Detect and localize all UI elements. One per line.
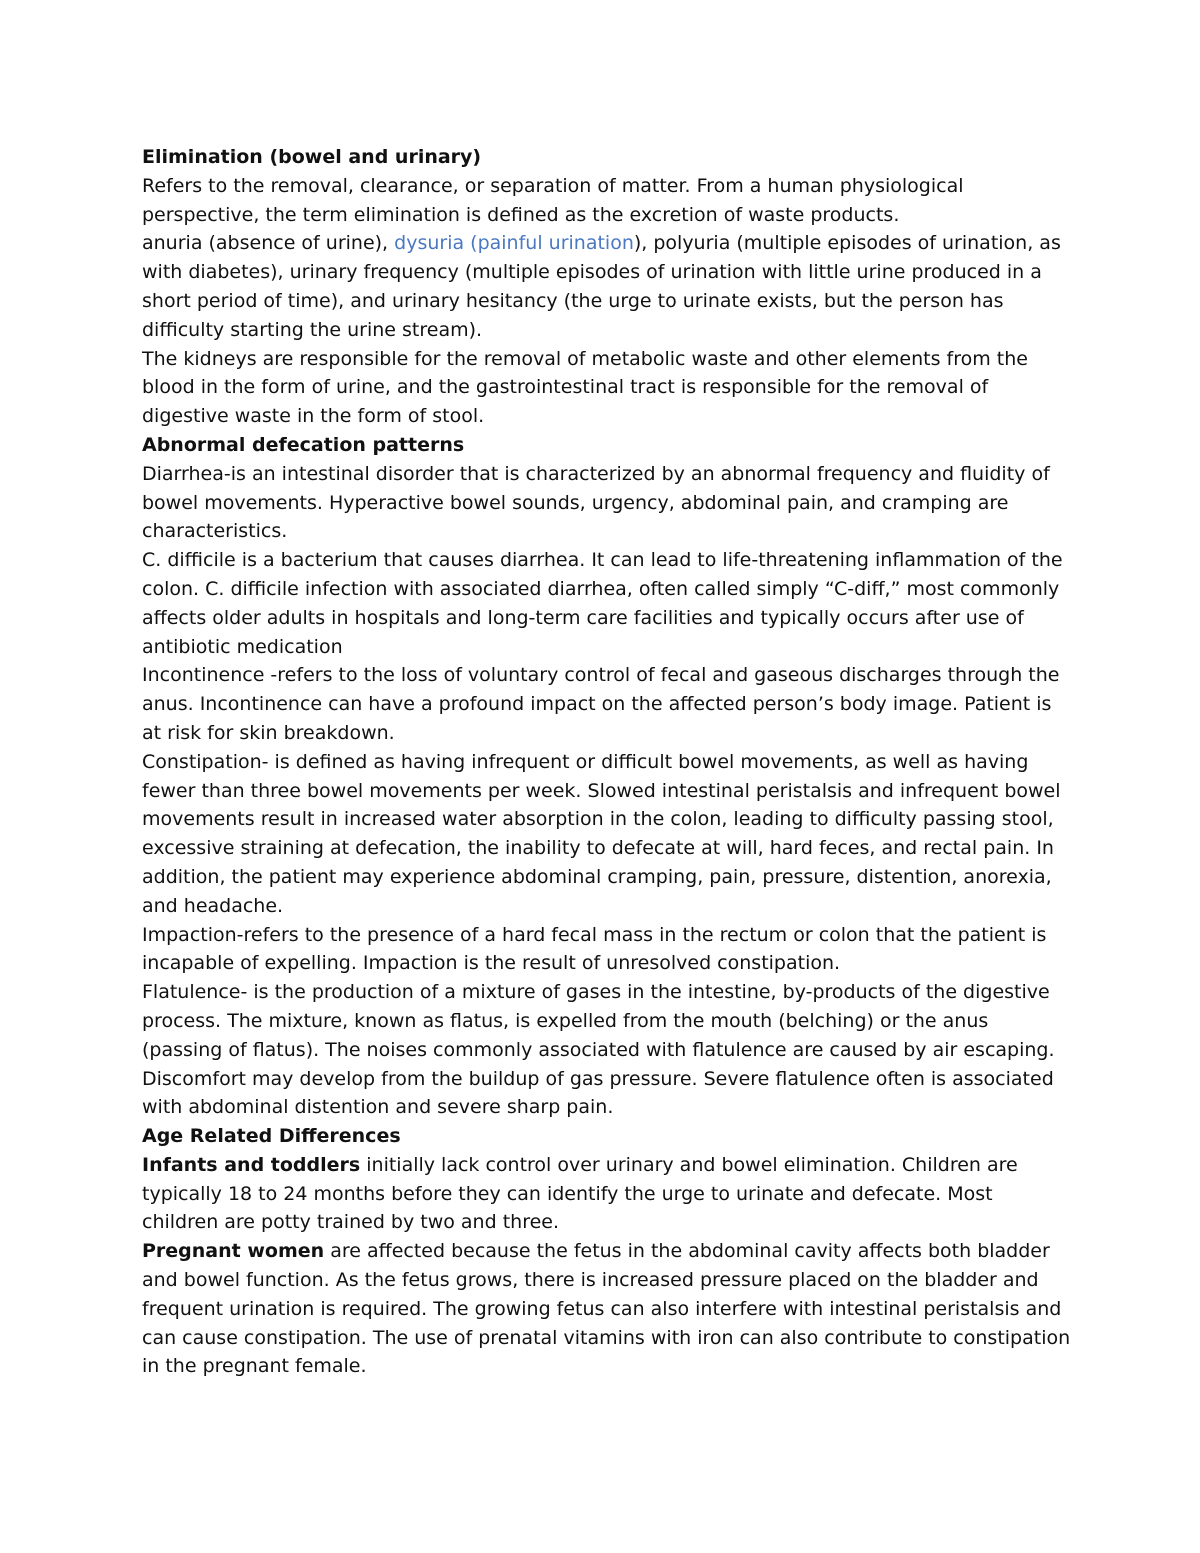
flatulence-paragraph: Flatulence- is the production of a mixture of gases in the intestine, by-products of the digestive process. The mixture, known as flatus, is expelled from the mouth (belching) or the anus (passing of flatus). The noises commonly associated with flatulence are caused by air escaping. Discomfort may develop from the buildup of gas pressure. Severe flatulence often is associated with abdominal distention and severe sharp pain.: [142, 981, 1055, 1119]
urinary-terms-paragraph: [142, 229, 1072, 344]
intro-paragraph: Refers to the removal, clearance, or separation of matter. From a human physiological perspective, the term elimination is defined as the excretion of waste products.: [142, 174, 964, 226]
urinary-terms-after: ), polyuria (multiple episodes of urination, as with diabetes), urinary frequency (multiple episodes of urination with little urine produced in a short period of time), and urinary hesitancy (the urge to urinate exists, but the person has difficulty starting the urine stream).: [142, 232, 1061, 341]
impaction-paragraph: Impaction-refers to the presence of a hard fecal mass in the rectum or colon that the patient is incapable of expelling. Impaction is the result of unresolved constipation.: [142, 923, 1047, 975]
document-title: Elimination (bowel and urinary): [142, 146, 482, 168]
cdiff-paragraph: C. difficile is a bacterium that causes diarrhea. It can lead to life-threatening inflammation of the colon. C. difficile infection with associated diarrhea, often called simply “C-diff,” most commonly affects older adults in hospitals and long-term care facilities and typically occurs after use of antibiotic medication: [142, 549, 1063, 658]
dysuria-highlight: dysuria (painful urination: [394, 232, 634, 255]
abnormal-defecation-heading: Abnormal defecation patterns: [142, 433, 465, 456]
pregnant-text: are affected because the fetus in the abdominal cavity affects both bladder and bowel function. As the fetus grows, there is increased pressure placed on the bladder and frequent urination is required. The growing fetus can also interfere with intestinal peristalsis and can cause constipation. The use of prenatal vitamins with iron can also contribute to constipation in the pregnant female.: [142, 1240, 1071, 1378]
constipation-paragraph: Constipation- is defined as having infrequent or difficult bowel movements, as well as having fewer than three bowel movements per week. Slowed intestinal peristalsis and infrequent bowel movements result in increased water absorption in the colon, leading to difficulty passing stool, excessive straining at defecation, the inability to defecate at will, hard feces, and rectal pain. In addition, the patient may experience abdominal cramping, pain, pressure, distention, anorexia, and headache.: [142, 750, 1061, 917]
document-page: [142, 143, 1072, 1381]
urinary-terms-before: anuria (absence of urine),: [142, 232, 395, 255]
kidneys-paragraph: The kidneys are responsible for the removal of metabolic waste and other elements from the blood in the form of urine, and the gastrointestinal tract is responsible for the removal of digestive waste in the form of stool.: [142, 347, 1028, 428]
infants-lead: Infants and toddlers: [142, 1153, 361, 1176]
infants-text: initially lack control over urinary and bowel elimination. Children are typically 18 to 24 months before they can identify the urge to urinate and defecate. Most children are potty trained by two and three.: [142, 1153, 1018, 1234]
age-differences-heading: Age Related Differences: [142, 1125, 401, 1148]
diarrhea-paragraph: Diarrhea-is an intestinal disorder that is characterized by an abnormal frequency and fluidity of bowel movements. Hyperactive bowel sounds, urgency, abdominal pain, and cramping are characteristics.: [142, 462, 1050, 543]
infants-paragraph: [142, 1151, 1072, 1237]
incontinence-paragraph: Incontinence -refers to the loss of voluntary control of fecal and gaseous discharges through the anus. Incontinence can have a profound impact on the affected person’s body image. Patient is at risk for skin breakdown.: [142, 664, 1060, 744]
pregnant-lead: Pregnant women: [142, 1240, 325, 1263]
pregnant-paragraph: [142, 1237, 1072, 1381]
